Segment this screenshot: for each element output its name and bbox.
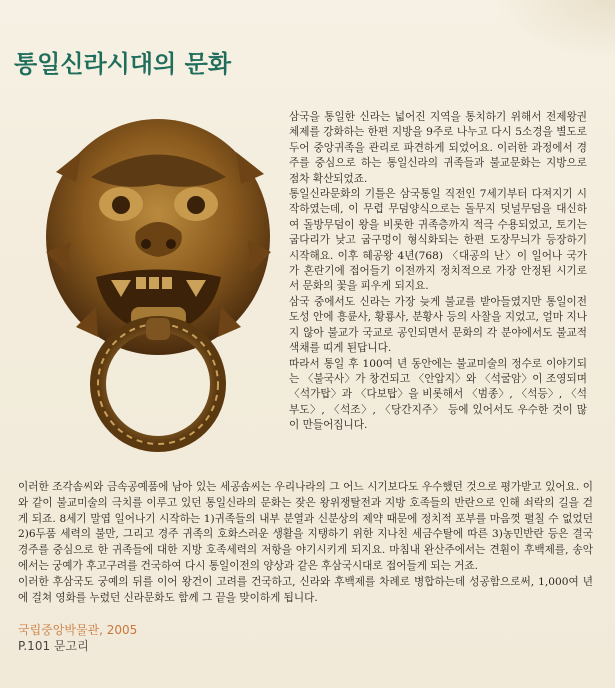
lion-mask-door-knocker-icon xyxy=(36,112,286,452)
bottom-text xyxy=(18,480,593,606)
corner-decoration xyxy=(495,0,615,60)
paragraph: 이러한 조각솜씨와 금속공예품에 남아 있는 세공솜씨는 우리나라의 그 어느 시기보다도 우수했던 것으로 평가받고 있어요. 이와 같이 불교미술의 극치를 이루고 있던 통일신라의 문화는 잦은 왕위쟁탈전과 지방 호족들의 반란으로 인해 쇠락의 길을 걷게 되죠. 8세기 말엽 일어나기 시작하는 1)귀족들의 내부 분열과 신분상의 제약 때문에 정치적 포부를 마음껏 펼칠 수 없었던 2)6두품 세력의 불만, 그리고 경주 귀족의 호화스러운 생활을 지탱하기 위한 지나친 세금수탈에 따른 3)농민반란 등은 결국 경주를 중심으로 한 귀족들에 대한 지방 호족세력의 저항을 야기시키게 되지요. 마침내 완산주에서는 견훤이 후백제를, 송악에서는 궁예가 후고구려를 건국하여 다시 통일이전의 양상과 같은 후삼국시대로 접어들게 되는 거죠. xyxy=(18,481,593,572)
paragraph: 따라서 통일 후 100여 년 동안에는 불교미술의 정수로 이야기되는 〈불국사〉가 창건되고 〈안압지〉와 〈석굴암〉이 조영되며 〈석가탑〉과 〈다보탑〉을 비롯해서 〈범종〉, 〈석등〉, 〈석부도〉, 〈석조〉, 〈당간지주〉 등에 있어서도 우수한 것이 많이 만들어집니다. xyxy=(289,357,587,432)
paragraph: 삼국을 통일한 신라는 넓어진 지역을 통치하기 위해서 전제왕권체제를 강화하는 한편 지방을 9주로 나누고 다시 5소경을 별도로 두어 중앙귀족을 관리로 파견하게 되었어요. 이러한 과정에서 경주를 중심으로 하는 통일신라의 귀족들과 불교문화는 지방으로 점차 확산되었죠. xyxy=(289,111,587,185)
page-reference: P.101 문고리 xyxy=(18,639,89,653)
page-bottom-margin xyxy=(0,688,615,700)
source-credit: 국립중앙박물관, 2005 xyxy=(18,623,138,637)
paragraph: 삼국 중에서도 신라는 가장 늦게 불교를 받아들였지만 통일이전 도성 안에 흥륜사, 황룡사, 분황사 등의 사찰을 지었고, 얼마 지나지 않아 불교가 국교로 공인되면서 문화의 각 분야에서도 불교적 색채를 띠게 된답니다. xyxy=(289,295,587,355)
right-column-text xyxy=(289,110,587,434)
paragraph: 이러한 후삼국도 궁예의 뒤를 이어 왕건이 고려를 건국하고, 신라와 후백제를 차례로 병합하는데 성공함으로써, 1,000여 년에 걸쳐 영화를 누렸던 신라문화도 함께 그 끝을 맞이하게 됩니다. xyxy=(18,575,593,604)
paragraph: 통일신라문화의 기틀은 삼국통일 직전인 7세기부터 다져지기 시작하였는데, 이 무렵 무덤양식으로는 돌무지 덧널무덤을 대신하여 돌방무덤이 왕을 비롯한 귀족층까지 적극 수용되었고, 토기는 굽다리가 낮고 굽구멍이 형식화되는 한편 도장무늬가 등장하기 시작해요. 이후 혜공왕 4년(768) 〈대공의 난〉이 일어나 국가가 혼란기에 접어들기 이전까지 정치적으로 가장 안정된 시기로서 문화의 꽃을 피우게 되지요. xyxy=(289,188,587,293)
page-title: 통일신라시대의 문화 xyxy=(14,50,232,78)
